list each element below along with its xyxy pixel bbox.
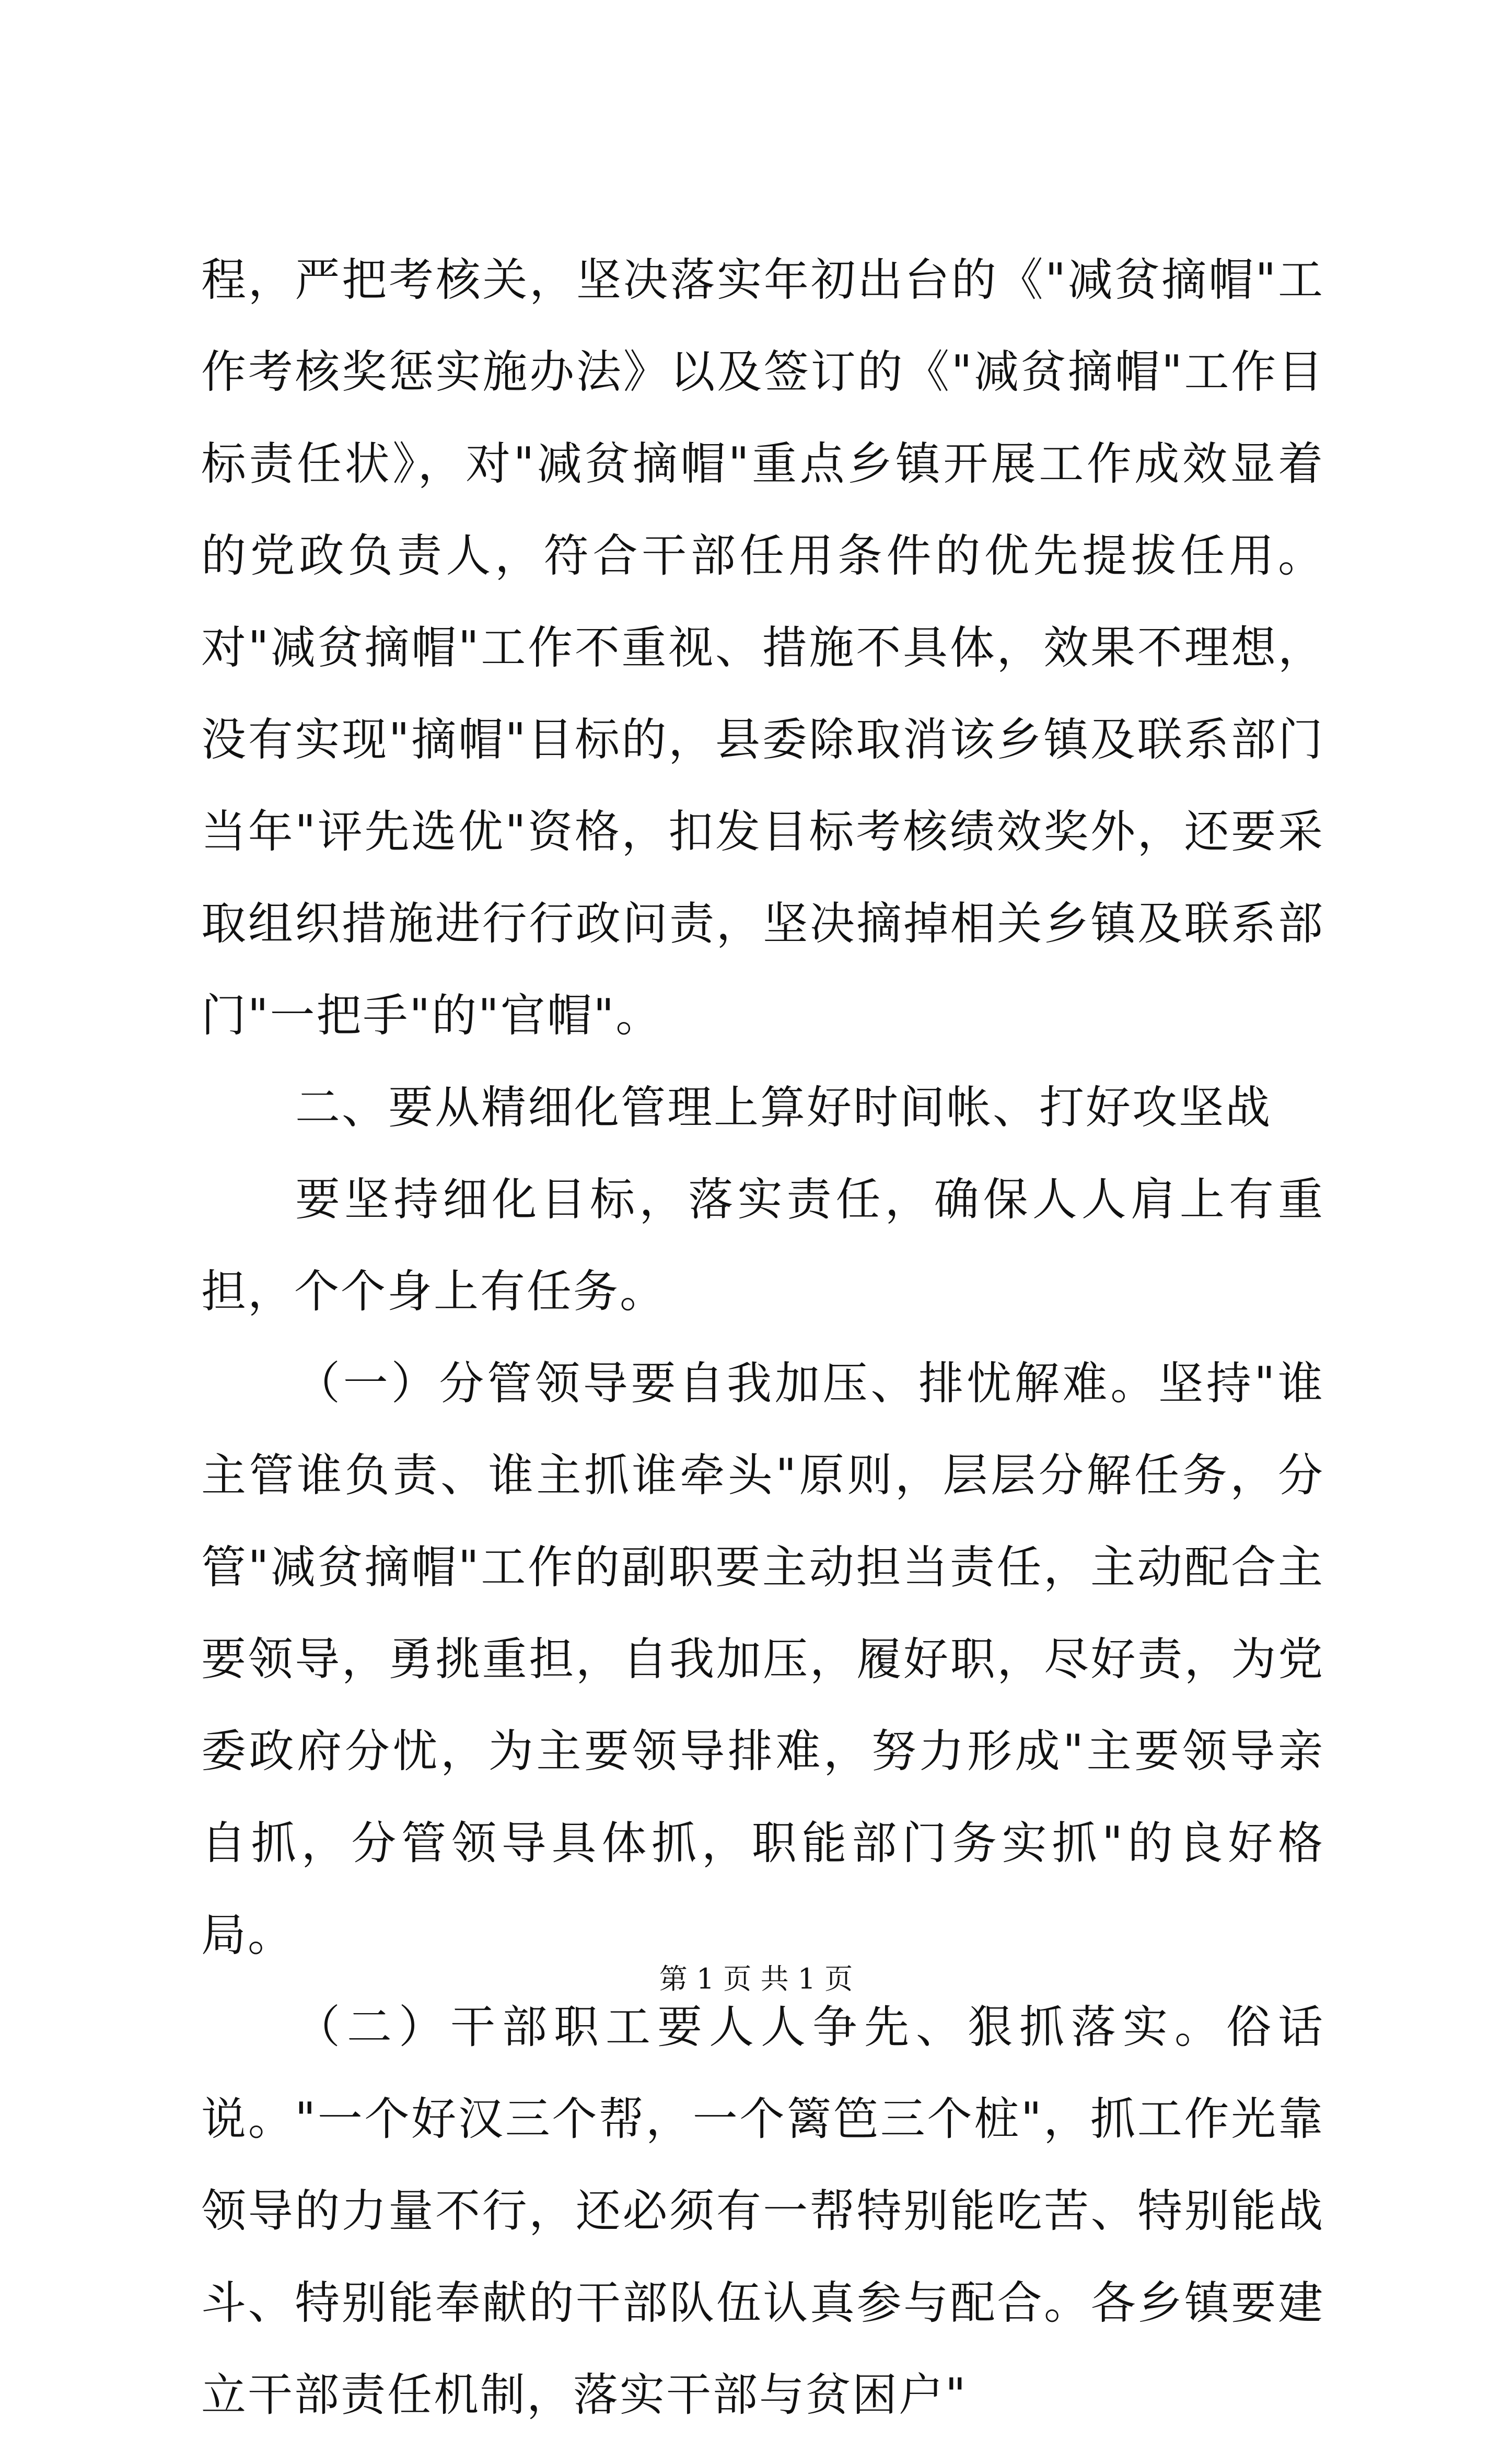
paragraph-intro: 要坚持细化目标，落实责任，确保人人肩上有重担，个个身上有任务。 (201, 1173, 1324, 1318)
document-body (201, 234, 1324, 2441)
paragraph-item-2: （二）干部职工要人人争先、狠抓落实。俗话说。"一个好汉三个帮，一个篱笆三个桩"，抓工作光靠领导的力量不行，还必须有一帮特别能吃苦、特别能战斗、特别能奉献的干部队伍认真参与配合。各乡镇要建立干部责任机制，落实干部与贫困户" (201, 2001, 1324, 2421)
paragraph-continuation: 程，严把考核关，坚决落实年初出台的《"减贫摘帽"工作考核奖惩实施办法》以及签订的《"减贫摘帽"工作目标责任状》，对"减贫摘帽"重点乡镇开展工作成效显着的党政负责人，符合干部任用条件的优先提拔任用。对"减贫摘帽"工作不重视、措施不具体，效果不理想，没有实现"摘帽"目标的，县委除取消该乡镇及联系部门当年"评先选优"资格，扣发目标考核绩效奖外，还要采取组织措施进行行政问责，坚决摘掉相关乡镇及联系部门"一把手"的"官帽"。 (201, 254, 1324, 1042)
section-heading: 二、要从精细化管理上算好时间帐、打好攻坚战 (295, 1082, 1272, 1134)
page-footer: 第 1 页 共 1 页 (659, 1962, 853, 1995)
paragraph-item-1: （一）分管领导要自我加压、排忧解难。坚持"谁主管谁负责、谁主抓谁牵头"原则，层层分解任务，分管"减贫摘帽"工作的副职要主动担当责任，主动配合主要领导，勇挑重担，自我加压，履好职，尽好责，为党委政府分忧，为主要领导排难，努力形成"主要领导亲自抓，分管领导具体抓，职能部门务实抓"的良好格局。 (201, 1357, 1324, 1961)
